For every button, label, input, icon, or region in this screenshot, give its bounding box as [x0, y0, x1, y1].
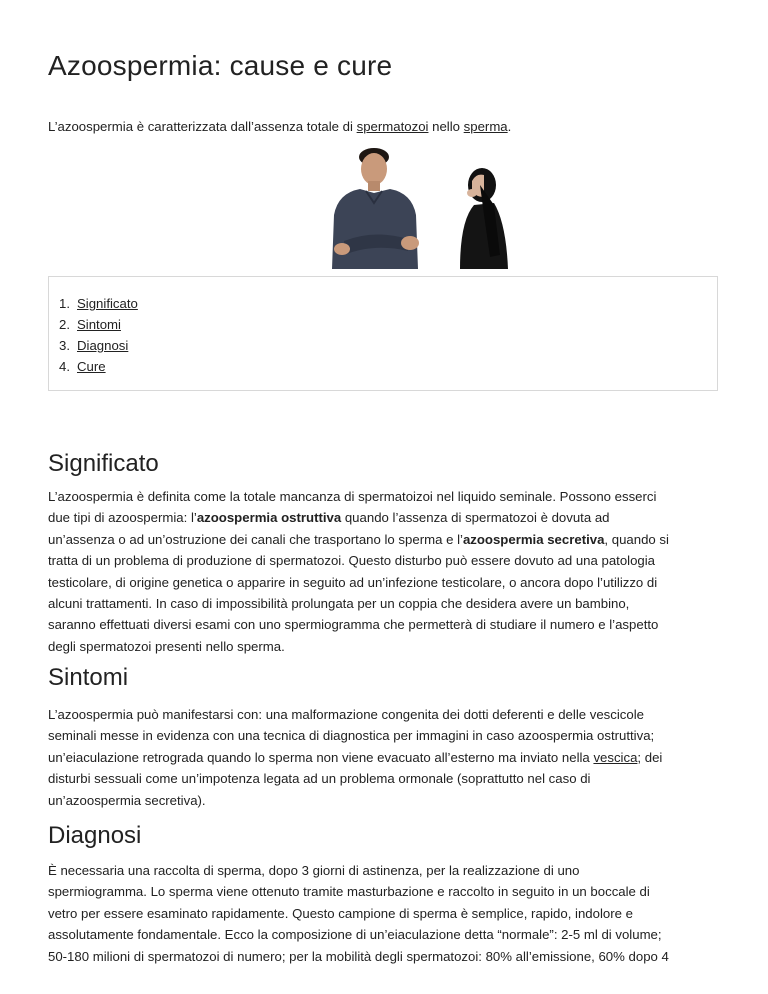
paragraph-diagnosi	[48, 860, 720, 967]
toc-item	[59, 314, 138, 335]
toc-link-cure[interactable]: Cure	[77, 359, 106, 374]
text-line: disturbi sessuali come un’impotenza legata ad un problema ormonale (soprattutto nel caso di	[48, 771, 591, 787]
intro-paragraph	[48, 118, 511, 136]
toc-number: 3.	[59, 338, 70, 353]
text-line: seminali messe in evidenza con una tecnica di diagnostica per immagini in caso azoospermia ostruttiva;	[48, 728, 655, 744]
text-span: quando l’assenza di spermatozoi è dovuta ad	[341, 510, 610, 526]
text-line: vetro per essere esaminato rapidamente. Questo campione di sperma è semplice, rapido, indolore e	[48, 905, 633, 921]
toc-number: 4.	[59, 359, 70, 374]
heading-diagnosi: Diagnosi	[48, 822, 142, 849]
toc-number: 1.	[59, 296, 70, 311]
text-line	[48, 747, 720, 768]
text-line: L’azoospermia può manifestarsi con: una malformazione congenita dei dotti deferenti e delle vescicole	[48, 707, 644, 722]
intro-text: .	[507, 119, 512, 134]
text-line: tratta di un problema di produzione di spermatozoi. Questo disturbo può essere dovuto ad una patologia	[48, 553, 656, 569]
paragraph-sintomi	[48, 704, 720, 811]
heading-sintomi: Sintomi	[48, 664, 129, 691]
text-line: È necessaria una raccolta di sperma, dopo 3 giorni di astinenza, per la realizzazione di uno	[48, 863, 580, 878]
toc-link-sintomi[interactable]: Sintomi	[77, 317, 121, 332]
text-line: assolutamente fondamentale. Ecco la composizione di un’eiaculazione detta “normale”: 2-5 ml di volume;	[48, 927, 662, 943]
toc-item	[59, 335, 138, 356]
text-span: , quando si	[604, 531, 669, 547]
text-line	[48, 507, 720, 528]
paragraph-significato	[48, 486, 720, 657]
toc-link-diagnosi[interactable]: Diagnosi	[77, 338, 129, 353]
text-span: due tipi di azoospermia: l’	[48, 510, 197, 526]
link-sperma[interactable]: sperma	[463, 119, 508, 134]
heading-significato: Significato	[48, 450, 159, 477]
intro-text: nello	[428, 119, 464, 134]
table-of-contents	[48, 276, 718, 391]
link-vescica[interactable]: vescica	[593, 749, 638, 765]
couple-photo	[304, 145, 522, 269]
bold-term: azoospermia secretiva	[462, 531, 605, 547]
text-line: testicolare, di origine genetica o apparire in seguito ad un’infezione testicolare, o ancora dopo l’utilizzo di	[48, 574, 658, 590]
text-span: un’assenza o ad un’ostruzione dei canali che trasportano lo sperma e l’	[48, 531, 463, 547]
text-line: un’azoospermia secretiva).	[48, 792, 206, 808]
toc-number: 2.	[59, 317, 70, 332]
toc-link-significato[interactable]: Significato	[77, 296, 138, 311]
link-spermatozoi[interactable]: spermatozoi	[356, 119, 429, 134]
page-title: Azoospermia: cause e cure	[48, 50, 393, 81]
text-line	[48, 529, 720, 550]
text-line: L’azoospermia è definita come la totale mancanza di spermatoizoi nel liquido seminale. Possono esserci	[48, 489, 657, 504]
text-line: saranno effettuati diversi esami con uno spermiogramma che permetterà di studiare il numero e l’aspetto	[48, 617, 659, 633]
toc-item	[59, 293, 138, 314]
toc-item	[59, 356, 138, 377]
bold-term: azoospermia ostruttiva	[196, 510, 342, 526]
text-line: degli spermatozoi presenti nello sperma.	[48, 638, 285, 654]
text-span: un’eiaculazione retrograda quando lo sperma non viene evacuato all’esterno ma inviato nella	[48, 749, 594, 765]
text-line: spermiogramma. Lo sperma viene ottenuto tramite masturbazione e raccolto in seguito in un boccale di	[48, 884, 650, 900]
intro-text: L’azoospermia è caratterizzata dall’assenza totale di	[48, 119, 357, 134]
text-span: ; dei	[637, 749, 663, 765]
text-line: alcuni trattamenti. In caso di impossibilità prolungata per un coppia che desidera avere un bambino,	[48, 596, 630, 612]
text-line: 50-180 milioni di spermatozoi di numero; per la mobilità degli spermatozoi: 80% all’emissione, 60% dopo 4	[48, 948, 669, 964]
